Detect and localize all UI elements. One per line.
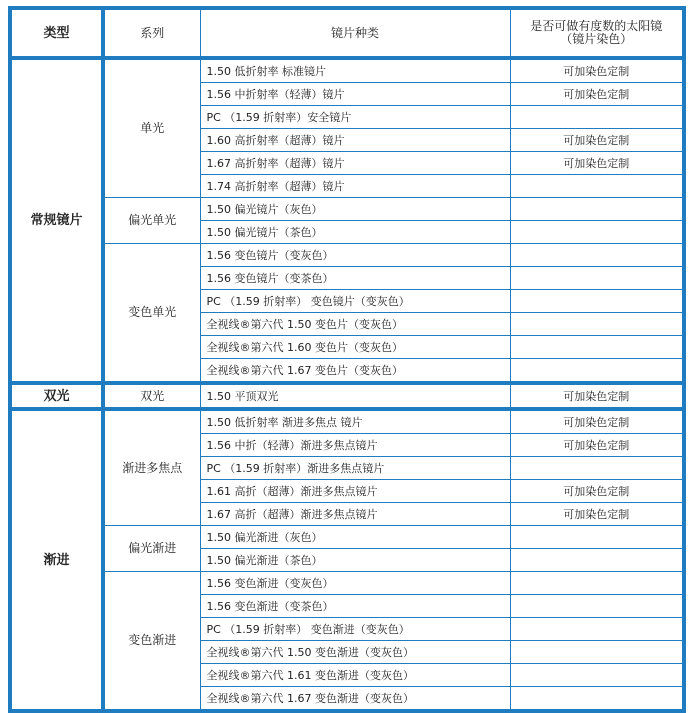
series-cell: 双光 (103, 383, 200, 409)
series-cell: 渐进多焦点 (103, 409, 200, 526)
dye-option-cell: 可加染色定制 (510, 383, 684, 409)
dye-option-cell (510, 106, 684, 129)
lens-type-cell: 1.67 高折（超薄）渐进多焦点镜片 (200, 503, 510, 526)
lens-type-cell: 全视线®第六代 1.61 变色渐进（变灰色） (200, 664, 510, 687)
lens-type-cell: 1.50 偏光渐进（灰色） (200, 526, 510, 549)
lens-type-cell: 全视线®第六代 1.67 变色渐进（变灰色） (200, 687, 510, 712)
dye-option-cell (510, 244, 684, 267)
table-row (10, 58, 684, 83)
table-row (10, 244, 684, 267)
series-cell: 变色单光 (103, 244, 200, 384)
dye-option-cell (510, 549, 684, 572)
header-sunglass-line1: 是否可做有度数的太阳镜 (530, 19, 663, 33)
dye-option-cell (510, 457, 684, 480)
lens-type-cell: 1.50 低折射率 标准镜片 (200, 58, 510, 83)
lens-table (8, 6, 686, 713)
lens-type-cell: 1.56 中折（轻薄）渐进多焦点镜片 (200, 434, 510, 457)
dye-option-cell (510, 336, 684, 359)
lens-type-cell: 全视线®第六代 1.60 变色片（变灰色） (200, 336, 510, 359)
dye-option-cell: 可加染色定制 (510, 503, 684, 526)
lens-type-cell: 1.50 偏光镜片（茶色） (200, 221, 510, 244)
dye-option-cell: 可加染色定制 (510, 480, 684, 503)
dye-option-cell (510, 618, 684, 641)
dye-option-cell (510, 313, 684, 336)
table-row (10, 526, 684, 549)
series-cell: 单光 (103, 58, 200, 198)
lens-type-cell: 1.61 高折（超薄）渐进多焦点镜片 (200, 480, 510, 503)
dye-option-cell: 可加染色定制 (510, 434, 684, 457)
table-row (10, 572, 684, 595)
header-row (10, 8, 684, 58)
lens-table-container (8, 6, 682, 705)
category-cell: 渐进 (10, 409, 103, 711)
dye-option-cell (510, 641, 684, 664)
series-cell: 偏光单光 (103, 198, 200, 244)
dye-option-cell: 可加染色定制 (510, 129, 684, 152)
header-type: 类型 (10, 8, 103, 58)
dye-option-cell (510, 687, 684, 712)
lens-type-cell: PC （1.59 折射率）渐进多焦点镜片 (200, 457, 510, 480)
lens-type-cell: 全视线®第六代 1.67 变色片（变灰色） (200, 359, 510, 384)
dye-option-cell (510, 290, 684, 313)
lens-type-cell: PC （1.59 折射率） 变色渐进（变灰色） (200, 618, 510, 641)
dye-option-cell (510, 198, 684, 221)
dye-option-cell: 可加染色定制 (510, 58, 684, 83)
dye-option-cell (510, 572, 684, 595)
lens-type-cell: 1.56 变色渐进（变灰色） (200, 572, 510, 595)
table-row (10, 198, 684, 221)
lens-type-cell: 1.50 低折射率 渐进多焦点 镜片 (200, 409, 510, 434)
lens-type-cell: 1.56 变色渐进（变茶色） (200, 595, 510, 618)
lens-type-cell: 1.56 变色镜片（变茶色） (200, 267, 510, 290)
dye-option-cell (510, 359, 684, 384)
lens-type-cell: 1.50 平顶双光 (200, 383, 510, 409)
dye-option-cell (510, 267, 684, 290)
series-cell: 偏光渐进 (103, 526, 200, 572)
dye-option-cell (510, 526, 684, 549)
category-cell: 常规镜片 (10, 58, 103, 383)
dye-option-cell (510, 595, 684, 618)
lens-type-cell: 1.56 变色镜片（变灰色） (200, 244, 510, 267)
lens-type-cell: 1.74 高折射率（超薄）镜片 (200, 175, 510, 198)
lens-type-cell: PC （1.59 折射率）安全镜片 (200, 106, 510, 129)
lens-type-cell: 全视线®第六代 1.50 变色渐进（变灰色） (200, 641, 510, 664)
dye-option-cell (510, 221, 684, 244)
series-cell: 变色渐进 (103, 572, 200, 712)
dye-option-cell: 可加染色定制 (510, 409, 684, 434)
lens-type-cell: 全视线®第六代 1.50 变色片（变灰色） (200, 313, 510, 336)
header-series: 系列 (103, 8, 200, 58)
lens-type-cell: 1.60 高折射率（超薄）镜片 (200, 129, 510, 152)
table-row (10, 383, 684, 409)
lens-type-cell: 1.67 高折射率（超薄）镜片 (200, 152, 510, 175)
dye-option-cell: 可加染色定制 (510, 152, 684, 175)
header-sunglass-line2: （镜片染色） (560, 32, 633, 46)
lens-type-cell: 1.56 中折射率（轻薄）镜片 (200, 83, 510, 106)
dye-option-cell (510, 664, 684, 687)
lens-type-cell: 1.50 偏光镜片（灰色） (200, 198, 510, 221)
lens-type-cell: 1.50 偏光渐进（茶色） (200, 549, 510, 572)
category-cell: 双光 (10, 383, 103, 409)
lens-type-cell: PC （1.59 折射率） 变色镜片（变灰色） (200, 290, 510, 313)
dye-option-cell: 可加染色定制 (510, 83, 684, 106)
header-lens-type: 镜片种类 (200, 8, 510, 58)
table-row (10, 409, 684, 434)
header-sunglass (510, 8, 684, 58)
dye-option-cell (510, 175, 684, 198)
